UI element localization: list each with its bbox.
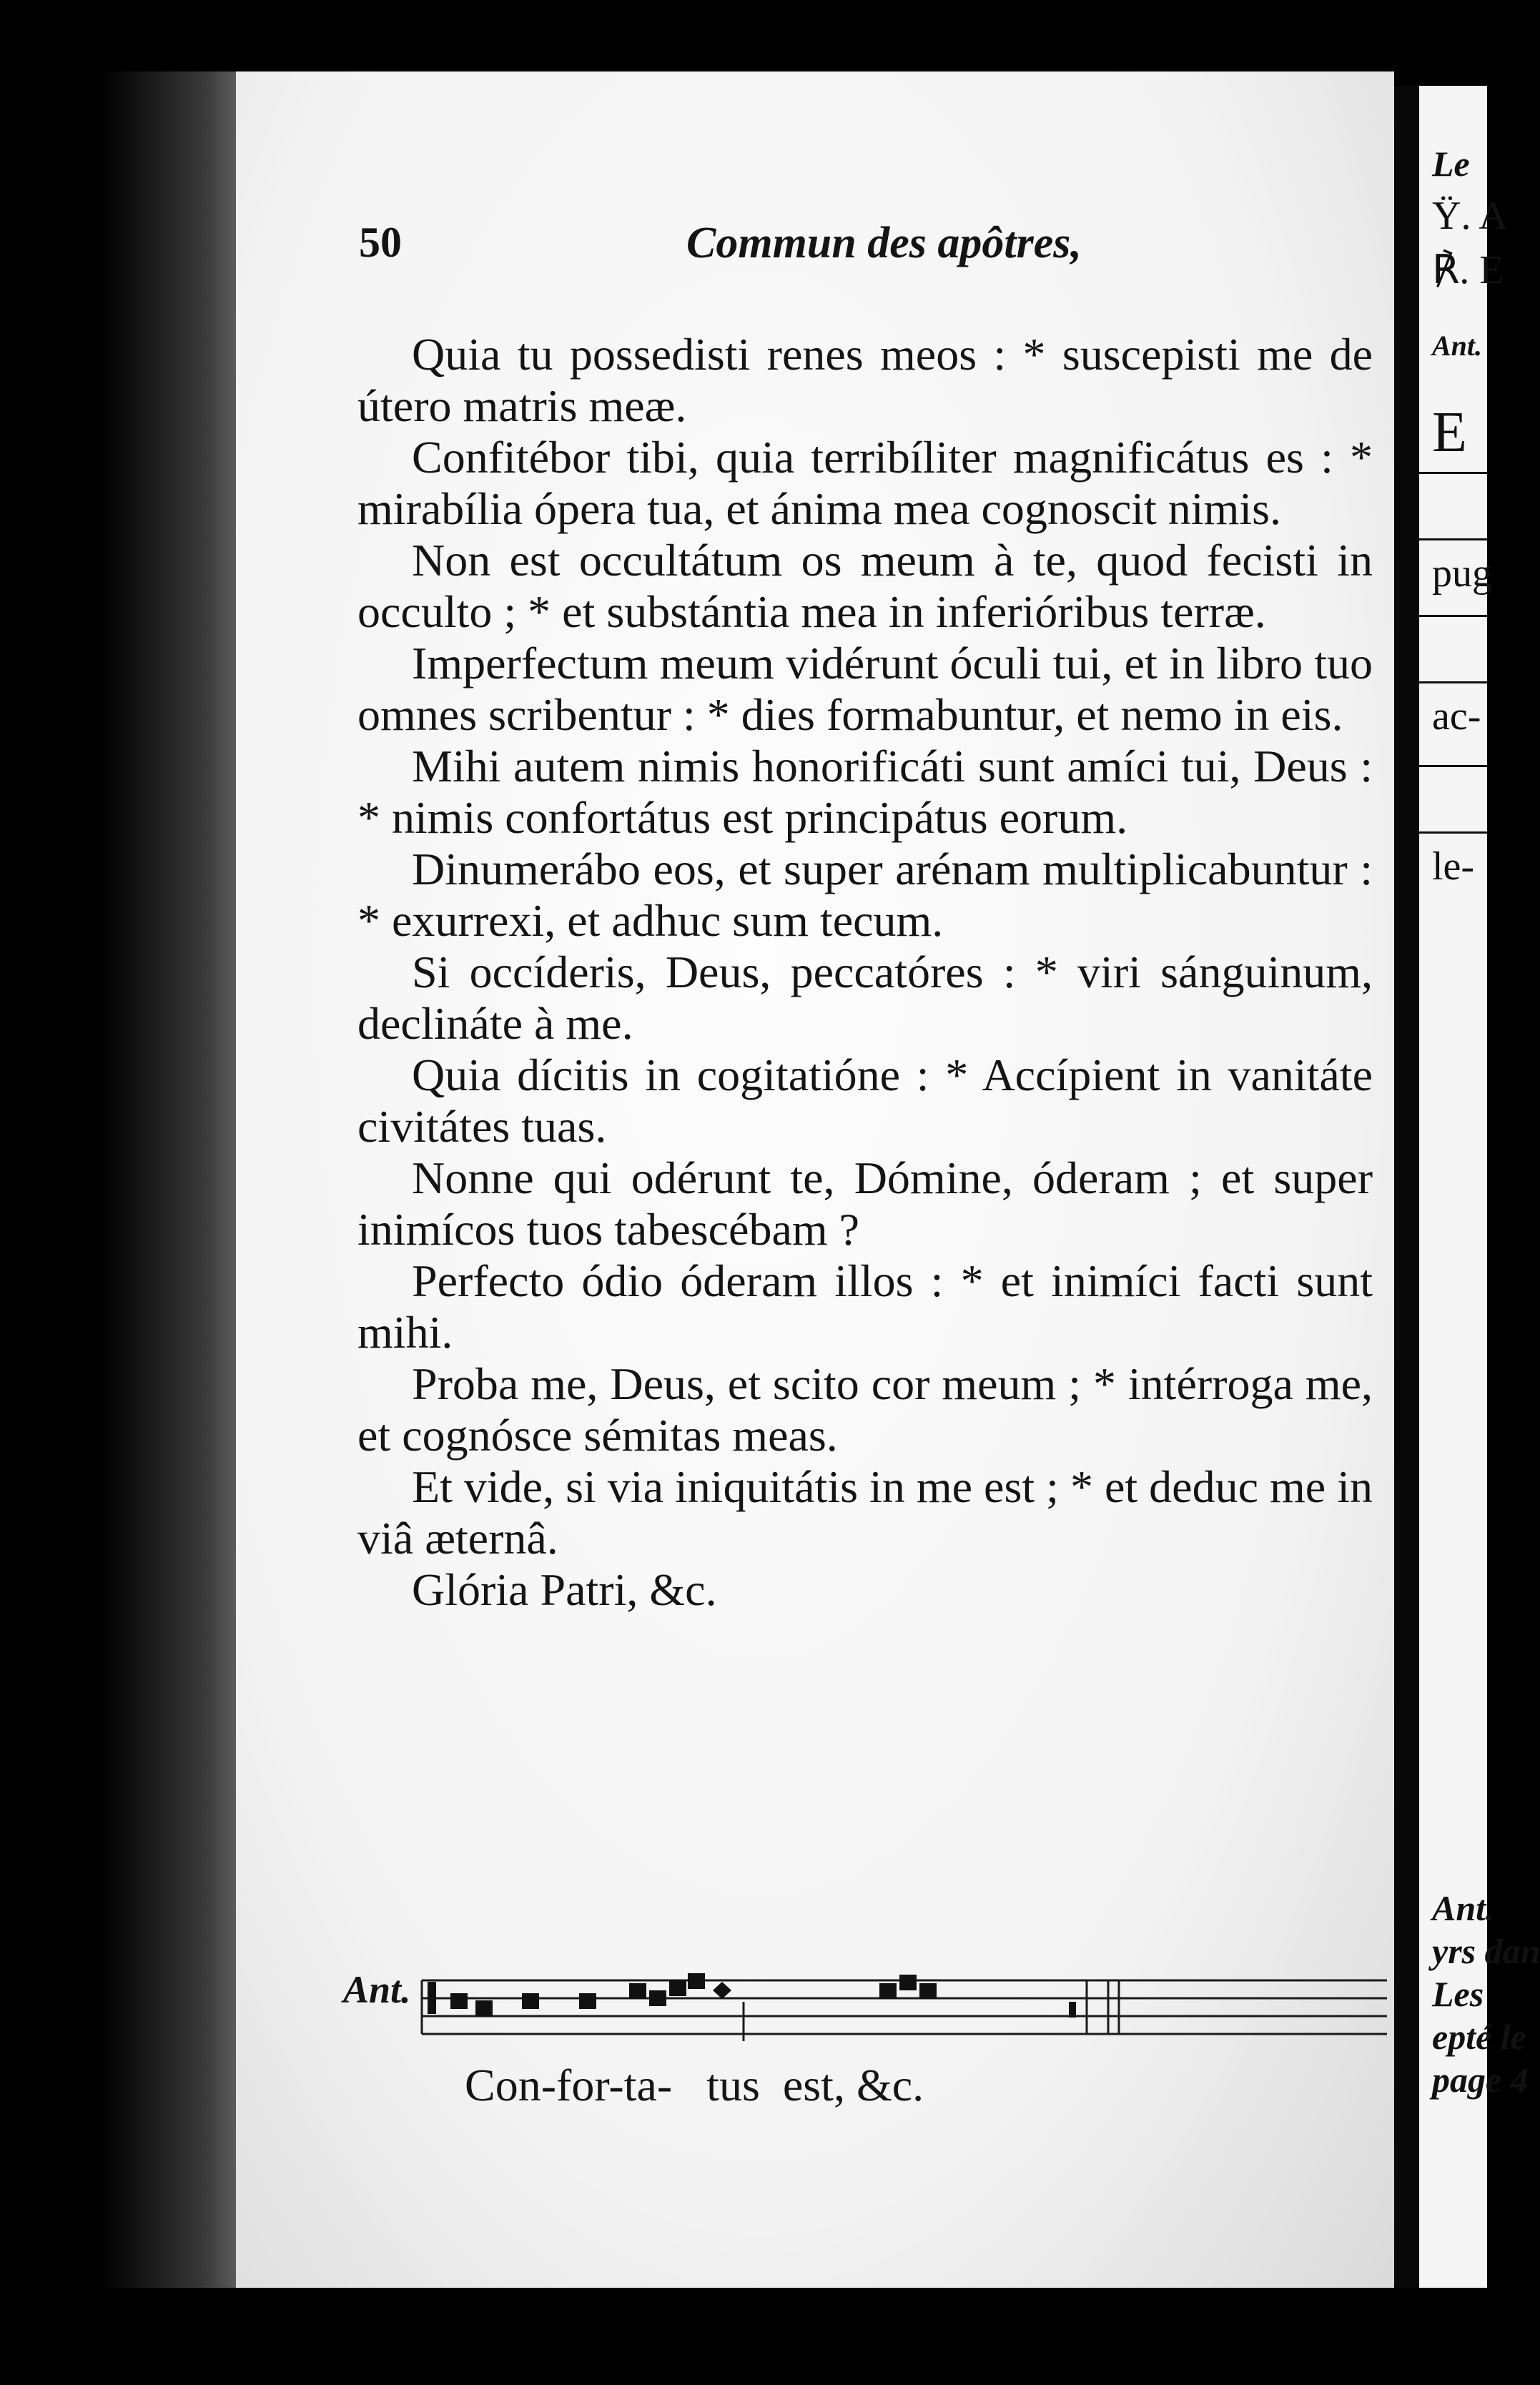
page-header <box>236 218 1394 275</box>
verse: Quia tu possedisti renes meos : * suscepisti me de útero matris meæ. <box>357 329 1373 431</box>
chant-custos <box>1069 2002 1076 2018</box>
chant-note <box>649 1990 666 2006</box>
facing-fragment: yrs dan <box>1432 1931 1540 1971</box>
facing-staff <box>1419 472 1487 540</box>
facing-fragment: epté le <box>1432 2017 1526 2057</box>
verse: Perfecto ódio óderam illos : * et inimíci facti sunt mihi. <box>357 1255 1373 1358</box>
chant-note <box>919 1983 937 1999</box>
facing-fragment: Les <box>1432 1974 1484 2014</box>
antiphon-chant <box>343 1945 1387 2130</box>
verse: Si occíderis, Deus, peccatóres : * viri sánguinum, declináte à me. <box>357 947 1373 1049</box>
facing-fragment: Ant. <box>1432 1888 1495 1928</box>
antiphon-text: Con-for-ta- tus est, &c. <box>465 2060 924 2110</box>
facing-fragment: Ÿ. A <box>1432 194 1508 238</box>
facing-fragment: le- <box>1432 844 1475 889</box>
chant-note <box>899 1975 917 1990</box>
scan-border <box>0 2288 1487 2385</box>
facing-page-edge <box>1419 86 1540 2302</box>
chant-note <box>629 1983 646 1999</box>
verse: Confitébor tibi, quia terribíliter magnificátus es : * mirabília ópera tua, et ánima mea cognoscit nimis. <box>357 432 1373 534</box>
chant-note <box>713 1982 731 1999</box>
chant-note <box>475 2000 493 2016</box>
facing-fragment: ac- <box>1432 694 1481 739</box>
chant-note <box>579 1993 596 2009</box>
facing-fragment: Le <box>1432 144 1470 184</box>
chant-note <box>450 1993 468 2009</box>
chant-staff <box>422 1973 1387 2045</box>
chant-note <box>879 1983 897 1999</box>
chant-clef <box>428 1982 436 2014</box>
facing-fragment: ℟. E <box>1432 248 1504 292</box>
chant-note <box>688 1973 705 1989</box>
chant-note <box>522 1993 539 2009</box>
facing-fragment: pug <box>1432 551 1492 596</box>
verse: Proba me, Deus, et scito cor meum ; * intérroga me, et cognósce sémitas meas. <box>357 1358 1373 1461</box>
chant-note <box>669 1980 686 1996</box>
left-page <box>236 71 1394 2302</box>
verse: Non est occultátum os meum à te, quod fecisti in occulto ; * et substántia mea in inferióribus terræ. <box>357 535 1373 637</box>
facing-fragment: page 4 <box>1432 2060 1529 2100</box>
facing-staff <box>1419 765 1487 834</box>
facing-fragment: Ant. <box>1432 330 1483 362</box>
facing-staff <box>1419 615 1487 683</box>
verse: Quia dícitis in cogitatióne : * Accípient in vanitáte civitátes tuas. <box>357 1050 1373 1152</box>
verse: Glória Patri, &c. <box>412 1564 717 1615</box>
psalm-verses <box>357 329 1373 1616</box>
verse: Nonne qui odérunt te, Dómine, óderam ; et super inimícos tuos tabescébam ? <box>357 1152 1373 1255</box>
verse: Imperfectum meum vidérunt óculi tui, et in libro tuo omnes scribentur : * dies formabuntur, et nemo in eis. <box>357 638 1373 740</box>
running-title: Commun des apôtres, <box>686 219 1082 267</box>
book-spine <box>100 71 250 2302</box>
facing-fragment: E <box>1432 401 1467 464</box>
antiphon-label: Ant. <box>343 1968 411 2011</box>
verse: Dinumerábo eos, et super arénam multiplicabuntur : * exurrexi, et adhuc sum tecum. <box>357 844 1373 946</box>
verse: Et vide, si via iniquitátis in me est ; * et deduc me in viâ æternâ. <box>357 1461 1373 1564</box>
page-number: 50 <box>359 219 402 266</box>
verse: Mihi autem nimis honorificáti sunt amíci tui, Deus : * nimis confortátus est principátus eorum. <box>357 741 1373 843</box>
